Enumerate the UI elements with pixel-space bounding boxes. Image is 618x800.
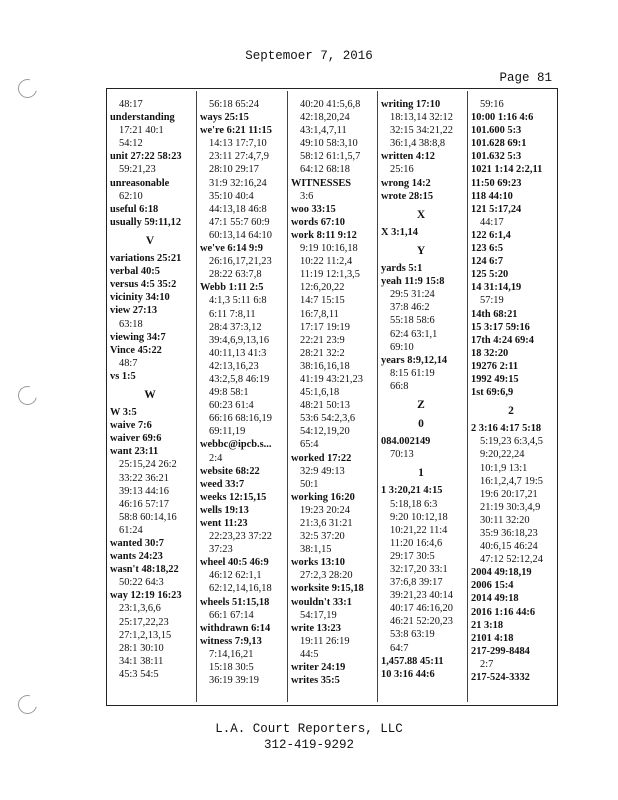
index-entry: 2 3:16 4:17 5:18	[471, 423, 542, 435]
index-continuation: 50:1	[300, 478, 319, 490]
index-continuation: 16:1,2,4,7 19:5	[480, 475, 543, 487]
index-continuation: 2:7	[480, 658, 494, 670]
index-continuation: 19:23 20:24	[300, 504, 350, 516]
index-entry: wouldn't 33:1	[291, 596, 352, 608]
page-date: Septemoer 7, 2016	[245, 49, 373, 63]
index-entry: wheels 51:15,18	[200, 596, 270, 608]
index-continuation: 21:19 30:3,4,9	[480, 501, 541, 513]
index-continuation: 58:8 60:14,16	[119, 511, 177, 523]
index-continuation: 48:17	[119, 99, 143, 110]
index-entry: 101.628 69:1	[471, 138, 527, 150]
index-entry: woo 33:15	[291, 203, 336, 215]
index-continuation: 32:9 49:13	[300, 465, 345, 477]
index-column-2	[200, 98, 280, 702]
index-entry: worksite 9:15,18	[291, 583, 364, 595]
index-continuation: 17:17 19:19	[300, 321, 350, 333]
index-continuation: 23:11 27:4,7,9	[209, 151, 269, 163]
index-continuation: 37:8 46:2	[390, 302, 430, 314]
index-continuation: 54:17,19	[300, 609, 337, 621]
index-continuation: 48:7	[119, 357, 138, 369]
index-continuation: 43:1,4,7,11	[300, 125, 347, 137]
index-continuation: 10:1,9 13:1	[480, 462, 528, 474]
index-continuation: 35:10 40:4	[209, 190, 254, 202]
index-continuation: 23:1,3,6,6	[119, 603, 161, 615]
page-number: Page 81	[499, 71, 552, 85]
index-entry: writing 17:10	[381, 99, 441, 110]
index-entry: we've 6:14 9:9	[200, 243, 263, 255]
index-continuation: 14:7 15:15	[300, 295, 345, 307]
index-continuation: 11:19 12:1,3,5	[300, 269, 360, 281]
index-entry: weeks 12:15,15	[200, 491, 267, 503]
index-continuation: 14:13 17:7,10	[209, 138, 267, 150]
index-continuation: 44:17	[480, 216, 504, 228]
index-entry: 2014 49:18	[471, 593, 519, 605]
index-continuation: 7:14,16,21	[209, 648, 254, 660]
index-entry: 10:00 1:16 4:6	[471, 112, 534, 124]
index-entry: 118 44:10	[471, 190, 513, 202]
index-entry: 1,457.88 45:11	[381, 655, 444, 667]
index-entry: working 16:20	[291, 491, 355, 503]
index-entry: worked 17:22	[291, 452, 352, 464]
index-entry: 124 6:7	[471, 256, 504, 268]
index-entry: variations 25:21	[110, 253, 182, 265]
index-entry: waiver 69:6	[110, 433, 162, 445]
index-entry: understanding	[110, 112, 175, 124]
index-section-letter: W	[144, 388, 156, 401]
index-entry: 17th 4:24 69:4	[471, 334, 534, 346]
index-entry: 14th 68:21	[471, 308, 518, 320]
index-continuation: 29:17 30:5	[390, 550, 435, 562]
index-entry: 14 31:14,19	[471, 282, 522, 294]
binder-hole-bottom	[15, 692, 41, 718]
index-entry: 101.600 5:3	[471, 125, 522, 137]
footer-phone: 312-419-9292	[263, 738, 354, 752]
index-entry: wrong 14:2	[381, 177, 431, 189]
index-continuation: 45:1,6,18	[300, 387, 340, 399]
column-divider	[467, 91, 468, 702]
index-continuation: 53:8 63:19	[390, 629, 435, 641]
index-entry: 18 32:20	[471, 347, 509, 359]
index-continuation: 5:18,18 6:3	[390, 498, 438, 510]
index-entry: W 3:5	[110, 407, 137, 419]
index-entry: Vince 45:22	[110, 344, 162, 356]
index-entry: 10 3:16 44:6	[381, 668, 435, 680]
index-continuation: 28:1 30:10	[119, 642, 164, 654]
column-divider	[287, 91, 288, 702]
index-continuation: 60:23 61:4	[209, 400, 254, 412]
index-continuation: 36:1,4 38:8,8	[390, 138, 446, 150]
index-continuation: 62:4 63:1,1	[390, 328, 438, 340]
index-continuation: 28:4 37:3,12	[209, 321, 262, 333]
index-continuation: 44:13,18 46:8	[209, 203, 267, 215]
index-continuation: 11:20 16:4,6	[390, 537, 443, 549]
index-continuation: 37:6,8 39:17	[390, 577, 443, 589]
index-entry: 15 3:17 59:16	[471, 321, 530, 333]
index-entry: yards 5:1	[381, 263, 423, 275]
index-continuation: 32:5 37:20	[300, 531, 345, 543]
index-column-3	[291, 98, 371, 702]
index-continuation: 31:9 32:16,24	[209, 177, 267, 189]
index-continuation: 61:24	[119, 524, 143, 536]
index-continuation: 56:18 65:24	[209, 99, 259, 110]
index-continuation: 59:16	[480, 99, 504, 110]
index-entry: wells 19:13	[200, 504, 249, 516]
index-entry: 217-299-8484	[471, 645, 530, 657]
index-continuation: 29:5 31:24	[390, 289, 435, 301]
index-continuation: 47:1 55:7 60:9	[209, 216, 270, 228]
index-continuation: 38:16,16,18	[300, 360, 350, 372]
index-entry: website 68:22	[200, 465, 260, 477]
index-continuation: 49:8 58:1	[209, 387, 249, 399]
index-continuation: 48:21 50:13	[300, 400, 350, 412]
index-continuation: 18:13,14 32:12	[390, 112, 453, 124]
index-continuation: 37:23	[209, 544, 233, 556]
index-entry: written 4:12	[381, 151, 435, 163]
column-divider	[196, 91, 197, 702]
index-continuation: 15:18 30:5	[209, 662, 254, 674]
index-continuation: 8:15 61:19	[390, 367, 435, 379]
index-continuation: 54:12	[119, 138, 143, 150]
index-entry: 1 3:20,21 4:15	[381, 485, 443, 497]
index-entry: 2016 1:16 44:6	[471, 606, 536, 618]
index-continuation: 9:20,22,24	[480, 449, 525, 461]
index-entry: wrote 28:15	[381, 190, 434, 202]
index-entry: verbal 40:5	[110, 266, 160, 278]
index-continuation: 46:21 52:20,23	[390, 616, 453, 628]
index-entry: wants 24:23	[110, 551, 163, 563]
index-entry: 21 3:18	[471, 619, 504, 631]
index-entry: witness 7:9,13	[200, 635, 262, 647]
index-entry: went 11:23	[200, 518, 248, 529]
index-continuation: 5:19,23 6:3,4,5	[480, 436, 543, 448]
index-entry: versus 4:5 35:2	[110, 279, 177, 291]
index-continuation: 43:2,5,8 46:19	[209, 373, 270, 385]
index-continuation: 38:1,15	[300, 544, 332, 556]
index-entry: 11:50 69:23	[471, 177, 522, 189]
index-continuation: 3:6	[300, 190, 314, 202]
index-continuation: 39:13 44:16	[119, 485, 169, 497]
index-continuation: 40:17 46:16,20	[390, 603, 453, 615]
index-entry: 2101 4:18	[471, 632, 514, 644]
index-entry: 123 6:5	[471, 243, 504, 255]
index-entry: years 8:9,12,14	[381, 354, 448, 366]
index-entry: ways 25:15	[200, 112, 249, 124]
index-section-letter: 0	[418, 418, 424, 431]
index-entry: 2004 49:18,19	[471, 567, 532, 579]
index-entry: vs 1:5	[110, 370, 136, 382]
index-continuation: 28:10 29:17	[209, 164, 259, 176]
index-continuation: 54:12,19,20	[300, 426, 350, 438]
index-entry: 1992 49:15	[471, 373, 519, 385]
index-continuation: 4:1,3 5:11 6:8	[209, 295, 267, 307]
index-continuation: 60:13,14 64:10	[209, 229, 272, 241]
index-continuation: 10:21,22 11:4	[390, 524, 448, 536]
index-entry: 084.002149	[381, 436, 431, 448]
index-entry: wheel 40:5 46:9	[200, 557, 269, 569]
index-continuation: 27:1,2,13,15	[119, 629, 172, 641]
index-entry: 101.632 5:3	[471, 151, 522, 163]
index-continuation: 25:15,24 26:2	[119, 459, 177, 471]
index-continuation: 45:3 54:5	[119, 668, 159, 680]
index-entry: words 67:10	[291, 216, 345, 228]
index-entry: work 8:11 9:12	[291, 229, 357, 241]
index-continuation: 57:19	[480, 295, 504, 307]
index-continuation: 62:12,14,16,18	[209, 583, 272, 595]
index-entry: works 13:10	[291, 557, 345, 569]
index-entry: 1021 1:14 2:2,11	[471, 164, 543, 176]
index-entry: view 27:13	[110, 305, 158, 317]
index-continuation: 30:11 32:20	[480, 514, 530, 526]
index-entry: write 13:23	[291, 622, 341, 634]
index-entry: we're 6:21 11:15	[200, 125, 272, 137]
index-continuation: 40:20 41:5,6,8	[300, 99, 361, 110]
footer-firm: L.A. Court Reporters, LLC	[215, 722, 403, 736]
index-entry: way 12:19 16:23	[110, 590, 182, 602]
index-column-1	[110, 98, 190, 702]
index-entry: wasn't 48:18,22	[110, 564, 179, 576]
index-continuation: 17:21 40:1	[119, 125, 164, 137]
index-entry: usually 59:11,12	[110, 216, 182, 228]
index-continuation: 55:18 58:6	[390, 315, 435, 327]
index-continuation: 19:6 20:17,21	[480, 488, 538, 500]
index-entry: 19276 2:11	[471, 360, 519, 372]
index-continuation: 66:1 67:14	[209, 609, 254, 621]
index-entry: unit 27:22 58:23	[110, 151, 182, 163]
index-continuation: 46:16 57:17	[119, 498, 169, 510]
index-entry: writer 24:19	[291, 662, 346, 674]
index-continuation: 39:4,6,9,13,16	[209, 334, 270, 346]
index-entry: withdrawn 6:14	[200, 622, 271, 634]
binder-hole-top	[15, 76, 41, 102]
index-continuation: 44:5	[300, 648, 319, 660]
index-continuation: 42:13,16,23	[209, 360, 259, 372]
index-continuation: 47:12 52:12,24	[480, 554, 543, 566]
index-continuation: 28:22 63:7,8	[209, 269, 262, 281]
index-continuation: 33:22 36:21	[119, 472, 169, 484]
index-continuation: 63:18	[119, 318, 143, 330]
index-entry: unreasonable	[110, 177, 170, 189]
index-continuation: 59:21,23	[119, 164, 156, 176]
index-section-letter: Z	[417, 398, 425, 411]
index-continuation: 10:22 11:2,4	[300, 256, 353, 268]
index-continuation: 16:7,8,11	[300, 308, 339, 320]
index-column-4	[381, 98, 461, 702]
binder-hole-middle	[15, 383, 41, 409]
index-entry: yeah 11:9 15:8	[381, 276, 445, 288]
index-continuation: 6:11 7:8,11	[209, 308, 256, 320]
index-continuation: 50:22 64:3	[119, 577, 164, 589]
index-continuation: 9:19 10:16,18	[300, 243, 358, 255]
index-entry: useful 6:18	[110, 203, 159, 215]
index-entry: wanted 30:7	[110, 538, 164, 549]
index-continuation: 64:7	[390, 642, 409, 654]
index-entry: X 3:1,14	[381, 226, 418, 238]
index-entry: 2006 15:4	[471, 580, 514, 592]
index-continuation: 70:13	[390, 449, 414, 461]
index-continuation: 62:10	[119, 190, 143, 202]
index-continuation: 21:3,6 31:21	[300, 518, 353, 529]
index-continuation: 22:21 23:9	[300, 334, 345, 346]
index-continuation: 32:15 34:21,22	[390, 125, 453, 137]
index-continuation: 12:6,20,22	[300, 282, 345, 294]
index-entry: weed 33:7	[200, 478, 245, 490]
index-entry: vicinity 34:10	[110, 292, 170, 304]
index-continuation: 34:1 38:11	[119, 655, 164, 667]
index-section-letter: 2	[508, 405, 514, 418]
index-section-letter: Y	[416, 244, 426, 257]
index-continuation: 32:17,20 33:1	[390, 564, 448, 575]
index-continuation: 27:2,3 28:20	[300, 570, 353, 582]
index-continuation: 41:19 43:21,23	[300, 373, 363, 385]
index-section-letter: V	[145, 234, 155, 247]
index-continuation: 22:23,23 37:22	[209, 531, 272, 543]
index-continuation: 49:10 58:3,10	[300, 138, 358, 150]
index-entry: 125 5:20	[471, 269, 509, 281]
index-entry: WITNESSES	[291, 177, 352, 189]
index-continuation: 65:4	[300, 439, 319, 451]
index-continuation: 66:16 68:16,19	[209, 413, 272, 425]
index-section-letter: 1	[418, 467, 424, 480]
index-continuation: 35:9 36:18,23	[480, 528, 538, 539]
index-entry: writes 35:5	[291, 675, 340, 687]
index-continuation: 40:6,15 46:24	[480, 541, 538, 553]
index-continuation: 64:12 68:18	[300, 164, 350, 176]
index-continuation: 25:16	[390, 164, 414, 176]
index-continuation: 66:8	[390, 380, 409, 392]
index-entry: 1st 69:6,9	[471, 387, 514, 399]
index-continuation: 28:21 32:2	[300, 347, 345, 359]
index-entry: viewing 34:7	[110, 331, 166, 343]
index-section-letter: X	[416, 208, 426, 221]
index-continuation: 26:16,17,21,23	[209, 256, 272, 268]
column-divider	[377, 91, 378, 702]
index-continuation: 46:12 62:1,1	[209, 570, 262, 582]
index-entry: waive 7:6	[110, 420, 152, 432]
index-continuation: 2:4	[209, 452, 223, 464]
index-continuation: 40:11,13 41:3	[209, 347, 267, 359]
index-entry: 121 5:17,24	[471, 203, 522, 215]
index-continuation: 9:20 10:12,18	[390, 511, 448, 523]
index-entry: 217-524-3332	[471, 672, 530, 684]
index-continuation: 69:10	[390, 341, 414, 353]
index-continuation: 39:21,23 40:14	[390, 590, 453, 602]
index-continuation: 53:6 54:2,3,6	[300, 413, 356, 425]
index-entry: webbc@ipcb.s...	[200, 439, 272, 451]
index-column-5	[471, 98, 551, 702]
index-continuation: 42:18,20,24	[300, 112, 350, 124]
index-entry: want 23:11	[110, 446, 159, 458]
index-continuation: 36:19 39:19	[209, 675, 259, 687]
index-continuation: 25:17,22,23	[119, 616, 169, 628]
index-entry: Webb 1:11 2:5	[200, 282, 264, 294]
index-continuation: 69:11,19	[209, 426, 246, 438]
index-continuation: 19:11 26:19	[300, 635, 350, 647]
index-continuation: 58:12 61:1,5,7	[300, 151, 361, 163]
index-entry: 122 6:1,4	[471, 229, 511, 241]
